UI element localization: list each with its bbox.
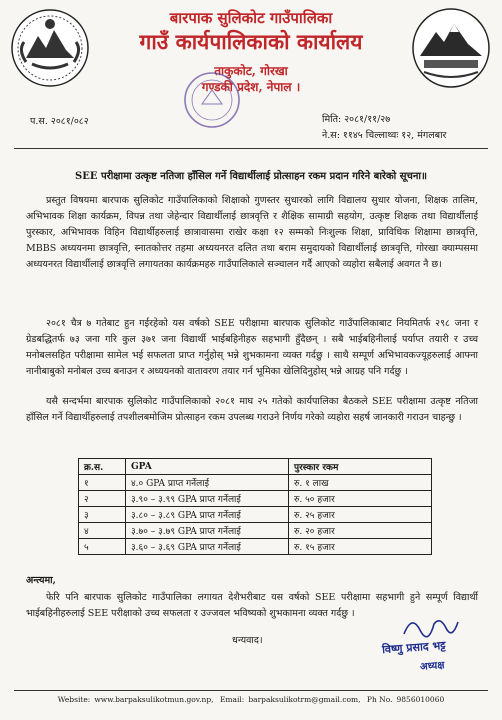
phone-number: 9856010060	[396, 695, 445, 704]
row-amount: रु. १५ हजार	[289, 539, 432, 555]
footer-divider	[14, 690, 488, 691]
table-header-gpa: GPA	[126, 459, 289, 475]
award-table	[78, 458, 432, 555]
table-header-sn: क्र.स.	[79, 459, 126, 475]
closing-label: अन्त्यमा,	[26, 575, 56, 586]
closing-paragraph: फेरि पनि बारपाक सुलिकोट गाउँपालिका लगायत देशैभरीबाट यस वर्षको SEE परीक्षामा सहभागी हुने सम्पूर्ण विद्यार्थी भाईबहिनीहरुलाई SEE परीक्षाको उच्च सफलता र उज्जवल भविष्यको शुभकामना व्यक्त गर्दछु ।	[26, 592, 478, 619]
letter-date: मिति: २०८१/११/२७	[322, 114, 391, 125]
email-link[interactable]: barpaksulikotrm@gmail.com,	[248, 695, 361, 704]
row-amount: रु. २५ हजार	[289, 507, 432, 523]
table-header-row	[79, 459, 432, 475]
row-amount: रु. २० हजार	[289, 523, 432, 539]
notice-subject: SEE परीक्षामा उत्कृष्ट नतिजा हाँसिल गर्ने विद्यार्थीलाई प्रोत्साहन रकम प्रदान गरिने बारेको सूचना॥	[75, 171, 427, 182]
header-divider	[14, 148, 488, 149]
municipality-name: बारपाक सुलिकोट गाउँपालिका	[169, 9, 333, 27]
nepal-sambat-date: ने.स: ११४५ चिल्लाथ्वः १२, मंगलबार	[322, 130, 447, 141]
office-stamp	[182, 70, 242, 130]
signatory-name: विष्णु प्रसाद भट्ट	[381, 638, 447, 657]
signatory-title: अध्यक्ष	[419, 660, 445, 673]
row-gpa: ३.६० – ३.६९ GPA प्राप्त गर्नेलाई	[126, 539, 289, 555]
office-name: गाउँ कार्यपालिकाको कार्यालय	[139, 29, 363, 54]
row-sn: ३	[79, 507, 126, 523]
office-location: ताकुकोट, गोरखा	[214, 64, 288, 78]
row-gpa: ४.० GPA प्राप्त गर्नेलाई	[126, 475, 289, 491]
signature-scribble	[400, 612, 460, 642]
decision-paragraph: यसै सन्दर्भमा बारपाक सुलिकोट गाउँपालिकाको २०८१ माघ २५ गतेको कार्यपालिका बैठकले SEE परीक्षामा उत्कृष्ट नतिजा हाँसिल गर्ने विद्यार्थीहरुलाई तपशीलबमोजिम प्रोत्साहन रकम उपलब्ध गराउने निर्णय गरेको व्यहोरा सहर्ष जानकारी गराउन चाहन्छु ।	[26, 396, 478, 423]
table-row	[79, 523, 432, 539]
row-sn: ५	[79, 539, 126, 555]
letter-number: प.स. २०८१/०८२	[30, 116, 89, 127]
thanks-text: धन्यवाद।	[232, 635, 263, 646]
row-sn: ४	[79, 523, 126, 539]
table-row	[79, 539, 432, 555]
row-amount: रु. ५० हजार	[289, 491, 432, 507]
table-header-amount: पुरस्कार रकम	[289, 459, 432, 475]
phone-label: Ph No.	[366, 695, 393, 704]
row-gpa: ३.९० – ३.९९ GPA प्राप्त गर्नेलाई	[126, 491, 289, 507]
table-row	[79, 491, 432, 507]
row-gpa: ३.८० – ३.८९ GPA प्राप्त गर्नेलाई	[126, 507, 289, 523]
intro-paragraph: प्रस्तुत विषयमा बारपाक सुलिकोट गाउँपालिकाको शिक्षाको गुणस्तर सुधारको लागि विद्यालय सुधार योजना, शिक्षक तालिम, अभिभावक शिक्षा कार्यक्रम, विपन्न तथा जेहेन्दार विद्यार्थीलाई छात्रवृत्ति र शैक्षिक सामाग्री सहयोग, उत्कृष्ट शिक्षक तथा विद्यार्थीलाई पुरस्कार, अभिभावक विहिन विद्यार्थीहरुलाई छात्रावासमा राखेर कक्षा १२ सम्मको निःशुल्क शिक्षा, प्राविधिक शिक्षामा छात्रवृत्ति, MBBS अध्ययनमा छात्रवृत्ति, स्नातकोत्तर तहमा अध्ययनरत दलित तथा बराम समुदायको विद्यार्थीलाई छात्रवृत्ति, गोरखा क्याम्पसमा अध्ययनरत विद्यार्थीलाई छात्रवृत्ति लगायतका कार्यक्रमहरु गाउँपालिकाले सञ्चालन गर्दै आएको व्यहोरा सबैलाई अवगत नै छ।	[26, 195, 478, 270]
exam-paragraph: २०८१ चैत्र ७ गतेबाट हुन गईरहेको यस वर्षको SEE परीक्षामा बारपाक सुलिकोट गाउँपालिकाबाट नियमितर्फ २९८ जना र ग्रेडबद्धितर्फ ७३ जना गरि कुल ३७१ जना विद्यार्थी भाईबहिनीहरु सहभागी हुँदैछन् । सबै भाईबहिनीलाई पर्याप्त तयारी र उच्च मनोबलसहित परीक्षामा सामेल भई सफलता प्राप्त गर्नुहोस् भन्ने शुभकामना व्यक्त गर्दछु । साथै सम्पूर्ण अभिभावकज्यूहरुलाई आफ्ना नानीबाबुको मनोबल उच्च बनाउन र अध्ययनको वातावरण तयार गर्न भूमिका खेलिदिनुहोस् भन्ने आग्रह पनि गर्दछु ।	[26, 318, 478, 377]
row-sn: १	[79, 475, 126, 491]
footer-contact	[14, 695, 488, 704]
row-sn: २	[79, 491, 126, 507]
row-gpa: ३.७० – ३.७९ GPA प्राप्त गर्नेलाई	[126, 523, 289, 539]
province-name: गण्डकी प्रदेश, नेपाल ।	[201, 80, 301, 94]
table-row	[79, 475, 432, 491]
email-label: Email:	[219, 695, 245, 704]
website-label: Website:	[57, 695, 91, 704]
table-row	[79, 507, 432, 523]
row-amount: रु. १ लाख	[289, 475, 432, 491]
website-link[interactable]: www.barpaksulikotmun.gov.np,	[94, 695, 214, 704]
